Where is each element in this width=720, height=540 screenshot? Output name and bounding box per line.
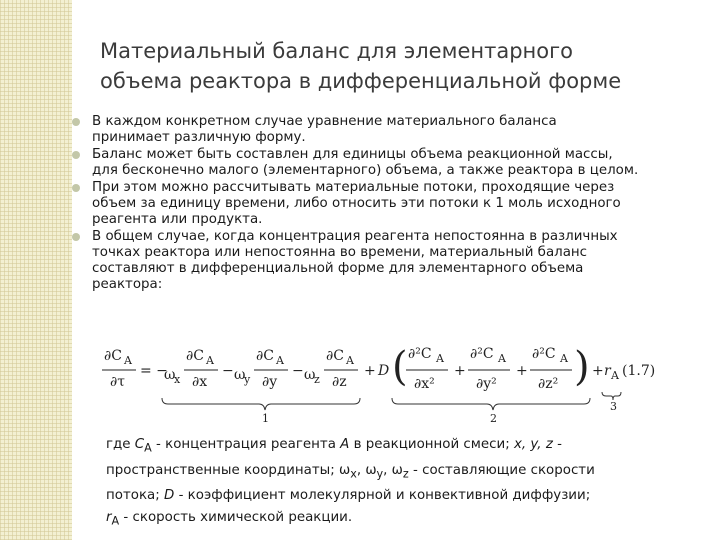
brace-label-2: 2	[490, 412, 497, 425]
bullet-text: составляют в дифференциальной форме для элементарного объема	[92, 261, 584, 276]
bullet-text: реагента или продукта.	[92, 212, 263, 227]
svg-text:∂²C: ∂²C	[408, 346, 432, 362]
svg-text:∂C: ∂C	[186, 348, 204, 364]
svg-text:∂²C: ∂²C	[470, 346, 494, 362]
svg-text:∂y: ∂y	[262, 374, 278, 390]
underbrace-2-icon	[392, 398, 590, 410]
bullet-text: В каждом конкретном случае уравнение материального баланса	[92, 114, 557, 129]
equation-number: (1.7)	[622, 363, 656, 379]
bullet-dot-icon	[72, 184, 80, 192]
svg-text:ω: ω	[234, 367, 246, 383]
bullet-dot-icon	[72, 151, 80, 159]
svg-text:A: A	[560, 352, 568, 365]
bullet-text: точках реактора или непостоянна во времени, материальный баланс	[92, 245, 588, 260]
svg-text:x: x	[174, 373, 181, 386]
svg-text:A: A	[206, 354, 214, 367]
svg-text:−: −	[292, 363, 304, 379]
underbrace-1-icon	[162, 398, 360, 410]
svg-text:∂τ: ∂τ	[110, 374, 125, 390]
svg-text:+: +	[454, 363, 466, 379]
svg-text:+: +	[364, 363, 376, 379]
svg-text:∂x²: ∂x²	[414, 376, 435, 392]
svg-text:r: r	[604, 363, 611, 379]
svg-text:= −: = −	[140, 363, 168, 379]
decorative-side-stripe	[0, 0, 72, 540]
svg-text:A: A	[346, 354, 354, 367]
title-line-2: объема реактора в дифференциальной форме	[100, 69, 622, 93]
svg-text:A: A	[276, 354, 284, 367]
bullet-item	[92, 229, 692, 293]
brace-label-3: 3	[610, 400, 617, 413]
bullet-dot-icon	[72, 233, 80, 241]
svg-text:∂C: ∂C	[104, 348, 122, 364]
svg-text:ω: ω	[304, 367, 316, 383]
slide-title	[100, 36, 700, 96]
svg-text:∂C: ∂C	[326, 348, 344, 364]
svg-text:∂y²: ∂y²	[476, 376, 497, 392]
svg-text:∂x: ∂x	[192, 374, 208, 390]
svg-text:∂²C: ∂²C	[532, 346, 556, 362]
bullet-item	[92, 147, 692, 179]
bullet-list	[92, 114, 692, 294]
svg-text:A: A	[436, 352, 444, 365]
svg-text:(: (	[392, 344, 408, 390]
equation-image	[102, 342, 662, 426]
svg-text:+: +	[592, 363, 604, 379]
svg-text:D: D	[378, 363, 390, 379]
underbrace-3-icon	[602, 392, 621, 400]
bullet-item	[92, 114, 692, 146]
bullet-text: В общем случае, когда концентрация реагента непостоянна в различных	[92, 229, 618, 244]
material-balance-equation	[102, 342, 662, 426]
svg-text:+: +	[516, 363, 528, 379]
svg-text:ω: ω	[164, 367, 176, 383]
svg-text:−: −	[222, 363, 234, 379]
title-line-1: Материальный баланс для элементарного	[100, 39, 573, 63]
brace-label-1: 1	[262, 412, 269, 425]
svg-text:∂z: ∂z	[332, 374, 347, 390]
bullet-text: При этом можно рассчитывать материальные потоки, проходящие через	[92, 180, 615, 195]
svg-text:): )	[574, 344, 590, 390]
svg-text:∂z²: ∂z²	[538, 376, 559, 392]
bullet-text: для бесконечно малого (элементарного) объема, а также реактора в целом.	[92, 163, 639, 178]
bullet-text: Баланс может быть составлен для единицы объема реакционной массы,	[92, 147, 613, 162]
bullet-item	[92, 180, 692, 228]
svg-text:A: A	[124, 354, 132, 367]
svg-text:z: z	[314, 373, 320, 386]
bullet-text: объем за единицу времени, либо относить эти потоки к 1 моль исходного	[92, 196, 621, 211]
svg-text:A: A	[498, 352, 506, 365]
bullet-dot-icon	[72, 118, 80, 126]
svg-text:∂C: ∂C	[256, 348, 274, 364]
bullet-text: принимает различную форму.	[92, 130, 306, 145]
equation-legend: где $C_A$ - концентрация реагента A в реакционной смеси; x, y, z - пространственные координаты; $\omega_x$, $\omega_y$, $\omega_z$ - составляющие скорости потока; D - коэффициент молекулярной и конвективной диффузии; $r_A$ - скорость химической реакции.	[106, 437, 595, 529]
svg-text:A: A	[611, 369, 619, 382]
bullet-text: реактора:	[92, 277, 163, 292]
svg-text:y: y	[244, 373, 251, 386]
